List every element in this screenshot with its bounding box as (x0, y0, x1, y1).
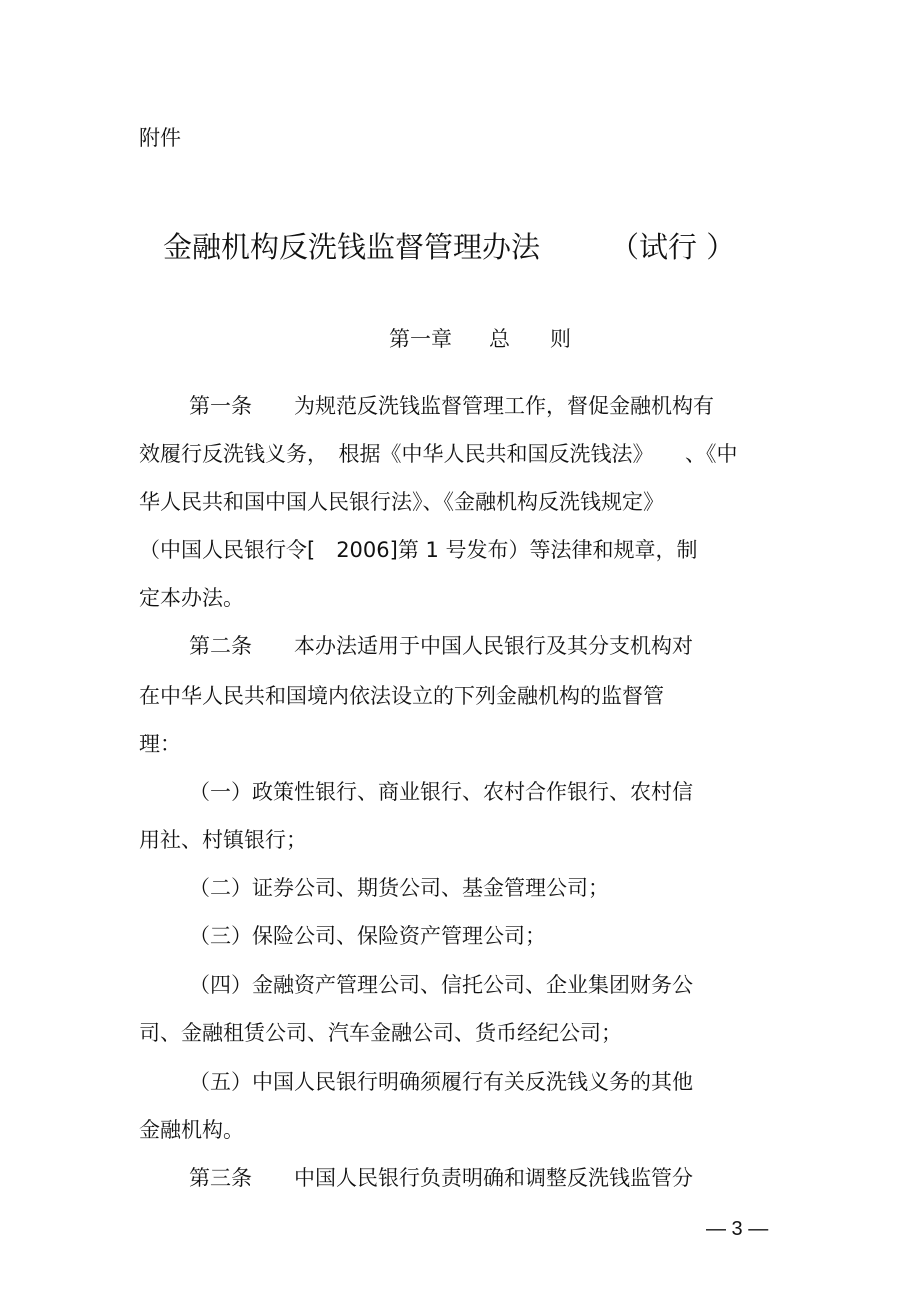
chapter-word-2: 则 (550, 327, 571, 351)
body-line: 司、金融租赁公司、汽车金融公司、货币经纪公司； (139, 1021, 622, 1045)
body-line: （三）保险公司、保险资产管理公司； (189, 924, 546, 948)
page-number: — 3 — (706, 1218, 769, 1240)
body-line: 理： (139, 732, 181, 756)
body-line: （中国人民银行令[ 2006]第 1 号发布）等法律和规章，制 (139, 538, 698, 562)
document-title: 金融机构反洗钱监督管理办法 (163, 230, 541, 264)
body-line: （二）证券公司、期货公司、基金管理公司； (189, 876, 609, 900)
body-line: 金融机构。 (139, 1118, 244, 1142)
body-line: （四）金融资产管理公司、信托公司、企业集团财务公 (189, 973, 693, 997)
body-line: 在中华人民共和国境内依法设立的下列金融机构的监督管 (139, 684, 664, 708)
body-line: （一）政策性银行、商业银行、农村合作银行、农村信 (189, 780, 693, 804)
document-title-trial: （试行 ） (610, 230, 736, 264)
body-line: 第二条 本办法适用于中国人民银行及其分支机构对 (189, 634, 693, 658)
body-line: 华人民共和国中国人民银行法》、《金融机构反洗钱规定》 (139, 490, 664, 514)
body-line: 定本办法。 (139, 586, 244, 610)
body-line: （五）中国人民银行明确须履行有关反洗钱义务的其他 (189, 1070, 693, 1094)
body-line: 效履行反洗钱义务， 根据《中华人民共和国反洗钱法》 、《中 (139, 442, 738, 466)
chapter-number: 第一章 (389, 327, 452, 351)
body-line: 第三条 中国人民银行负责明确和调整反洗钱监管分 (189, 1166, 693, 1190)
attachment-label: 附件 (139, 126, 181, 150)
body-line: 用社、村镇银行； (139, 828, 307, 852)
chapter-word-1: 总 (489, 327, 510, 351)
body-line: 第一条 为规范反洗钱监督管理工作，督促金融机构有 (189, 394, 714, 418)
